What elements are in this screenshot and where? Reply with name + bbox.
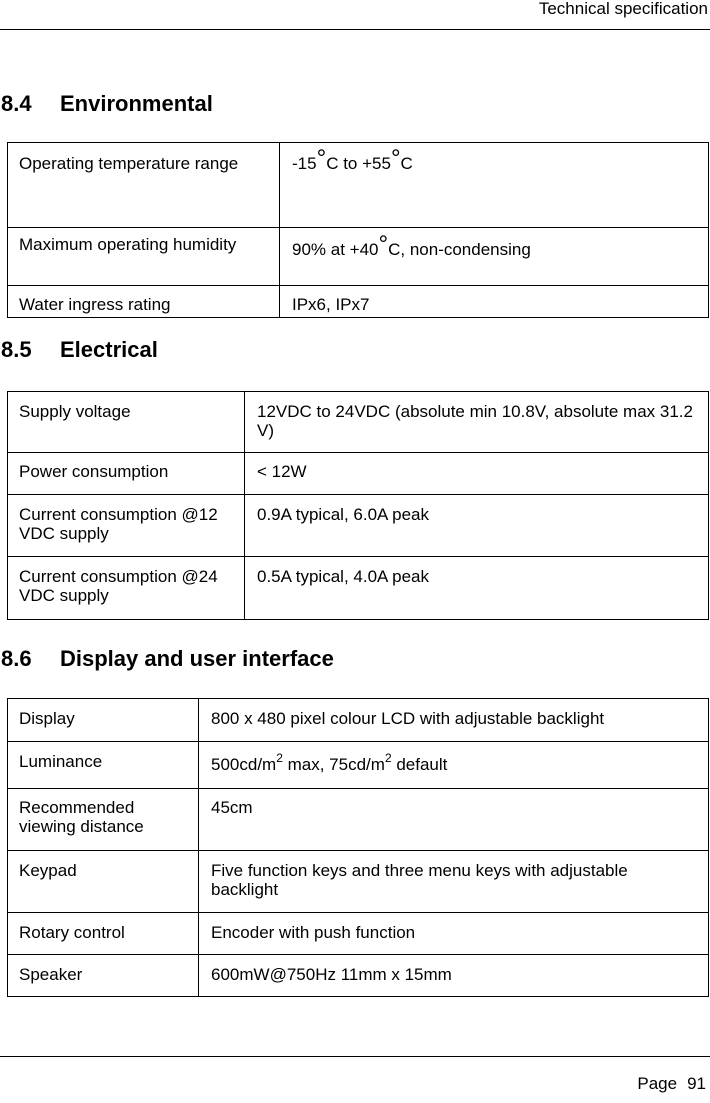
display-table	[7, 698, 709, 997]
page-footer	[637, 1074, 706, 1094]
spec-value: Encoder with push function	[199, 913, 709, 955]
spec-value: -15°C to +55°C	[280, 143, 709, 228]
table-row	[8, 557, 709, 620]
spec-label: Supply voltage	[8, 392, 245, 453]
table-row	[8, 228, 709, 286]
spec-label: Current consumption @12 VDC supply	[8, 495, 245, 557]
spec-value: 90% at +40°C, non-condensing	[280, 228, 709, 286]
footer-rule	[0, 1056, 710, 1057]
spec-value: $500cd/m^2$ max, $75cd/m^2$ default	[199, 742, 709, 789]
running-header: Technical specification	[538, 0, 708, 18]
section-number: 8.6	[1, 646, 32, 671]
section-title: Environmental	[60, 91, 213, 116]
spec-value: IPx6, IPx7	[280, 286, 709, 318]
section-title: Display and user interface	[60, 646, 334, 671]
table-row	[8, 789, 709, 851]
table-row	[8, 143, 709, 228]
spec-label: Luminance	[8, 742, 199, 789]
page-number: 91	[687, 1074, 706, 1093]
page-label: Page	[637, 1074, 678, 1093]
table-row	[8, 742, 709, 789]
environmental-table	[7, 142, 709, 318]
spec-value: 800 x 480 pixel colour LCD with adjustable backlight	[199, 699, 709, 742]
section-heading-environmental	[1, 91, 213, 117]
spec-label: Power consumption	[8, 453, 245, 495]
spec-label: Rotary control	[8, 913, 199, 955]
table-row	[8, 955, 709, 997]
spec-label: Speaker	[8, 955, 199, 997]
section-heading-electrical	[1, 337, 158, 363]
spec-label: Operating temperature range	[8, 143, 280, 228]
header-rule	[0, 29, 710, 30]
table-row	[8, 392, 709, 453]
table-row	[8, 913, 709, 955]
spec-label: Display	[8, 699, 199, 742]
section-number: 8.4	[1, 91, 32, 116]
table-row	[8, 699, 709, 742]
spec-value: Five function keys and three menu keys with adjustable backlight	[199, 851, 709, 913]
table-row	[8, 453, 709, 495]
table-row	[8, 286, 709, 318]
spec-value: 45cm	[199, 789, 709, 851]
section-number: 8.5	[1, 337, 32, 362]
spec-label: Current consumption @24 VDC supply	[8, 557, 245, 620]
section-heading-display	[1, 646, 334, 672]
spec-label: Keypad	[8, 851, 199, 913]
spec-value: < 12W	[245, 453, 709, 495]
spec-label: Recommended viewing distance	[8, 789, 199, 851]
degree-symbol: °	[390, 145, 401, 172]
spec-value: 0.5A typical, 4.0A peak	[245, 557, 709, 620]
spec-value: 0.9A typical, 6.0A peak	[245, 495, 709, 557]
table-row	[8, 851, 709, 913]
degree-symbol: °	[378, 231, 389, 258]
degree-symbol: °	[316, 145, 327, 172]
spec-value: 12VDC to 24VDC (absolute min 10.8V, absolute max 31.2 V)	[245, 392, 709, 453]
section-title: Electrical	[60, 337, 158, 362]
electrical-table	[7, 391, 709, 620]
spec-label: Water ingress rating	[8, 286, 280, 318]
spec-label: Maximum operating humidity	[8, 228, 280, 286]
spec-value: 600mW@750Hz 11mm x 15mm	[199, 955, 709, 997]
table-row	[8, 495, 709, 557]
